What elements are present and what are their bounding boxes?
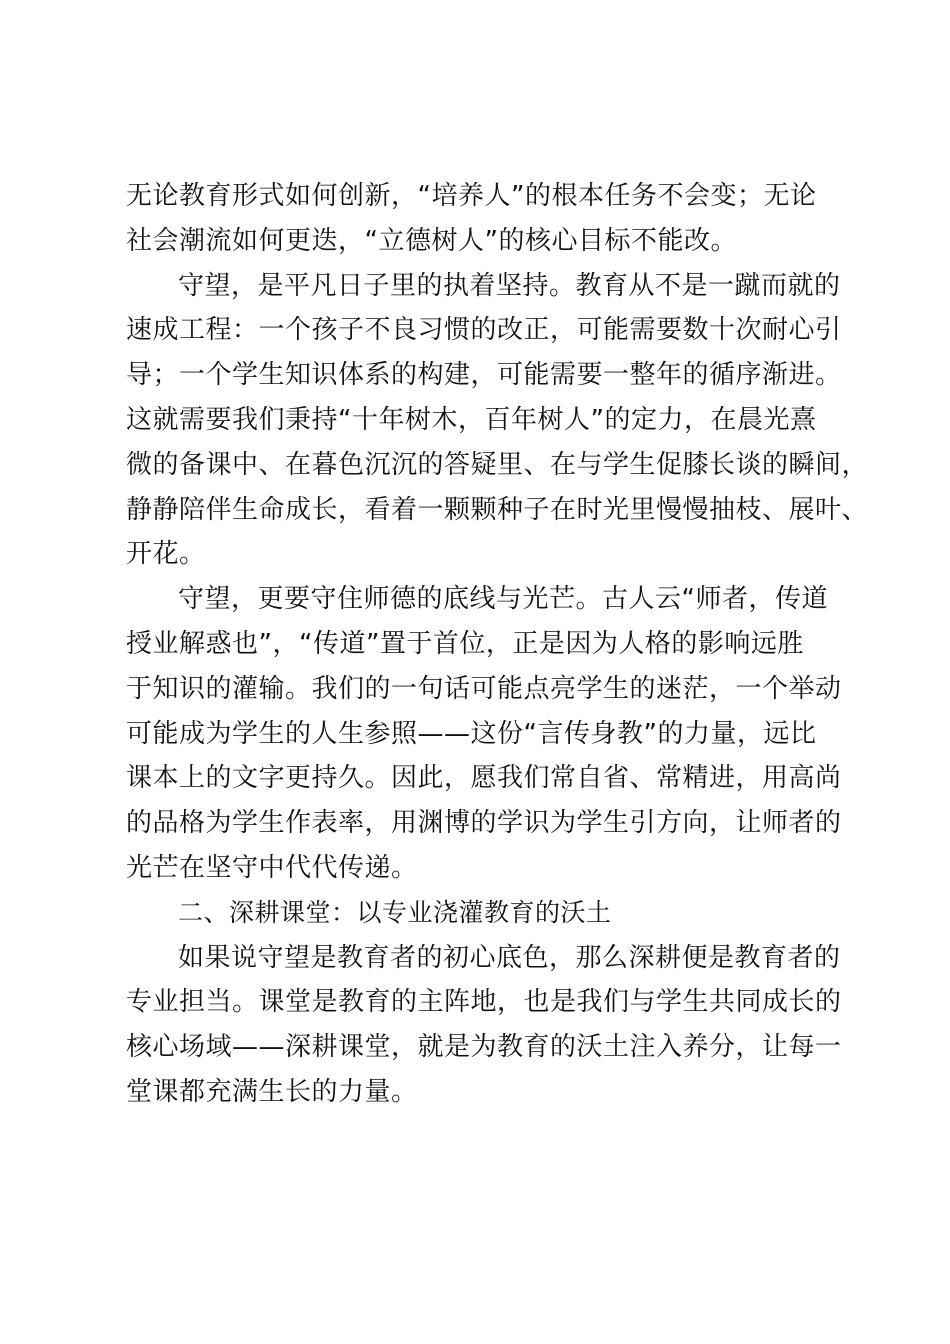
text-line: 核心场域——深耕课堂，就是为教育的沃土注入养分，让每一 [126, 1032, 842, 1063]
text-line: 微的备课中、在暮色沉沉的答疑里、在与学生促膝长谈的瞬间， [126, 449, 869, 480]
paragraph-start-line: 如果说守望是教育者的初心底色，那么深耕便是教育者的 [178, 942, 841, 973]
text-line: 无论教育形式如何创新，“培养人”的根本任务不会变；无论 [126, 181, 817, 211]
text-line: 这就需要我们秉持“十年树木，百年树人”的定力，在晨光熹 [126, 404, 817, 435]
text-line: 专业担当。课堂是教育的主阵地，也是我们与学生共同成长的 [126, 987, 842, 1018]
document-body [126, 174, 869, 1115]
text-line: 光芒在坚守中代代传递。 [126, 852, 418, 883]
paragraph-start-line: 守望，是平凡日子里的执着坚持。教育从不是一蹴而就的 [178, 270, 841, 301]
paragraph-start-line: 守望，更要守住师德的底线与光芒。古人云“师者，传道 [178, 584, 828, 615]
text-line: 堂课都充满生长的力量。 [126, 1076, 418, 1107]
text-line: 的品格为学生作表率，用渊博的学识为学生引方向，让师者的 [126, 808, 842, 839]
text-line: 速成工程：一个孩子不良习惯的改正，可能需要数十次耐心引 [126, 315, 842, 346]
text-line: 开花。 [126, 539, 206, 570]
text-line: 可能成为学生的人生参照——这份“言传身教”的力量，远比 [126, 718, 817, 749]
text-line: 课本上的文字更持久。因此，愿我们常自省、常精进，用高尚 [126, 763, 842, 794]
section-heading: 二、深耕课堂：以专业浇灌教育的沃土 [178, 897, 612, 927]
text-line: 社会潮流如何更迭，“立德树人”的核心目标不能改。 [126, 225, 737, 256]
text-line: 授业解惑也”，“传道”置于首位，正是因为人格的影响远胜 [126, 628, 804, 659]
text-line: 导；一个学生知识体系的构建，可能需要一整年的循序渐进。 [126, 360, 842, 391]
text-line: 于知识的灌输。我们的一句话可能点亮学生的迷茫，一个举动 [126, 673, 842, 704]
text-line: 静静陪伴生命成长，看着一颗颗种子在时光里慢慢抽枝、展叶、 [126, 494, 869, 525]
